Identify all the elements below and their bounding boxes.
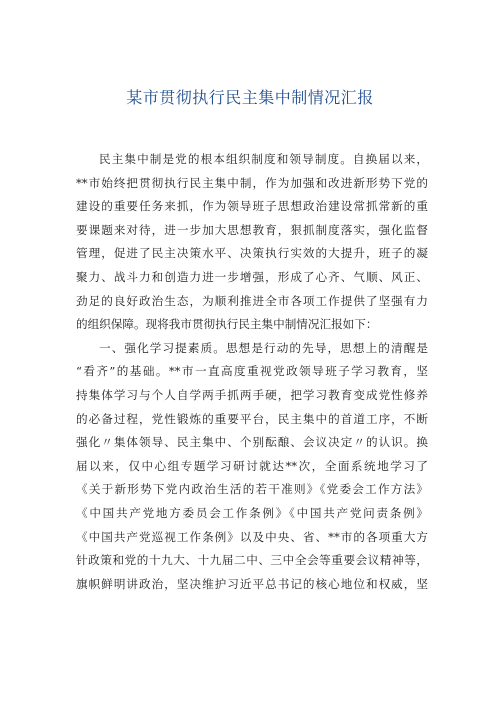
paragraph-line: 建设的重要任务来抓，作为领导班子思想政治建设常抓常新的重 (76, 199, 428, 214)
paragraph-line: 一、强化学习提素质。思想是行动的先导，思想上的清醒是 (99, 340, 428, 355)
paragraph-line: 的必备过程，党性锻炼的重要平台，民主集中的首道工序，不断 (76, 411, 428, 426)
paragraph-line: 强化〃集体领导、民主集中、个别酝酿、会议决定〃的认识。换 (76, 435, 428, 450)
paragraph-line: 民主集中制是党的根本组织制度和领导制度。自换届以来， (99, 152, 428, 166)
document-body (76, 148, 428, 596)
paragraph-line: 《中国共产党巡视工作条例》以及中央、省、**市的各项重大方 (76, 529, 428, 544)
paragraph-line: 聚力、战斗力和创造力进一步增强，形成了心齐、气顺、风正、 (76, 269, 428, 284)
paragraph-line: 《关于新形势下党内政治生活的若干准则》《党委会工作方法》 (76, 482, 428, 497)
paragraph-line: 针政策和党的十九大、十九届二中、三中全会等重要会议精神等， (76, 553, 428, 568)
paragraph-line: **市始终把贯彻执行民主集中制，作为加强和改进新形势下党的 (76, 175, 428, 190)
paragraph-line: 管理，促进了民主决策水平、决策执行实效的大提升，班子的凝 (76, 246, 428, 261)
document-title: 某市贯彻执行民主集中制情况汇报 (126, 88, 374, 107)
paragraph-line: 《中国共产党地方委员会工作条例》《中国共产党问责条例》 (76, 505, 428, 520)
paragraph-line: “看齐”的基础。**市一直高度重视党政领导班子学习教育，坚 (76, 364, 428, 379)
paragraph-line: 要课题来对待，进一步加大思想教育，狠抓制度落实，强化监督 (76, 222, 428, 237)
paragraph-line: 旗帜鲜明讲政治，坚决维护习近平总书记的核心地位和权威，坚 (76, 576, 428, 591)
paragraph-line: 劲足的良好政治生态，为顺利推进全市各项工作提供了坚强有力 (76, 293, 428, 308)
paragraph-line: 届以来，仅中心组专题学习研讨就达**次，全面系统地学习了 (76, 458, 428, 473)
paragraph-line: 持集体学习与个人自学两手抓两手硬，把学习教育变成党性修养 (76, 387, 428, 402)
paragraph-line: 的组织保障。现将我市贯彻执行民主集中制情况汇报如下： (76, 317, 378, 332)
